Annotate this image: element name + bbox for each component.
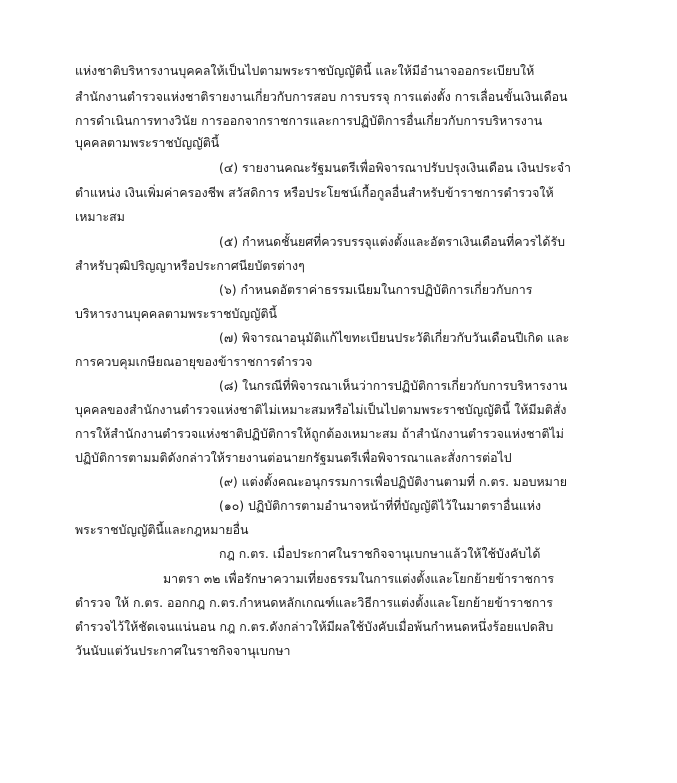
text-line: สำนักงานตำรวจแห่งชาติรายงานเกี่ยวกับการสอบ การบรรจุ การแต่งตั้ง การเลื่อนขั้นเงินเดือน bbox=[75, 89, 568, 104]
text-line: (๕) กำหนดชั้นยศที่ควรบรรจุแต่งตั้งและอัตราเงินเดือนที่ควรได้รับ bbox=[219, 234, 565, 249]
text-line: เหมาะสม bbox=[75, 209, 125, 224]
text-line: บริหารงานบุคคลตามพระราชบัญญัตินี้ bbox=[75, 306, 277, 321]
text-line: ตำแหน่ง เงินเพิ่มค่าครองชีพ สวัสดิการ หรือประโยชน์เกื้อกูลอื่นสำหรับข้าราชการตำรวจให้ bbox=[75, 185, 554, 200]
text-line: บุคคลตามพระราชบัญญัตินี้ bbox=[75, 135, 220, 150]
text-line: (๘) ในกรณีที่พิจารณาเห็นว่าการปฏิบัติการเกี่ยวกับการบริหารงาน bbox=[219, 378, 568, 393]
text-line: ปฏิบัติการตามมติดังกล่าวให้รายงานต่อนายกรัฐมนตรีเพื่อพิจารณาและสั่งการต่อไป bbox=[75, 450, 512, 465]
text-line: แห่งชาติบริหารงานบุคคลให้เป็นไปตามพระราชบัญญัตินี้ และให้มีอำนาจออกระเบียบให้ bbox=[75, 63, 535, 78]
text-line: สำหรับวุฒิปริญญาหรือประกาศนียบัตรต่างๆ bbox=[75, 258, 305, 273]
section-heading-line: มาตรา ๓๒ เพื่อรักษาความเที่ยงธรรมในการแต่งตั้งและโยกย้ายข้าราชการ bbox=[163, 571, 555, 586]
text-line: (๗) พิจารณาอนุมัติแก้ไขทะเบียนประวัติเกี่ยวกับวันเดือนปีเกิด และ bbox=[219, 330, 570, 345]
text-line: กฎ ก.ตร. เมื่อประกาศในราชกิจจานุเบกษาแล้วให้ใช้บังคับได้ bbox=[219, 546, 541, 561]
text-line: วันนับแต่วันประกาศในราชกิจจานุเบกษา bbox=[75, 643, 291, 658]
text-line: การควบคุมเกษียณอายุของข้าราชการตำรวจ bbox=[75, 354, 313, 369]
text-line: (๑๐) ปฏิบัติการตามอำนาจหน้าที่ที่บัญญัติไว้ในมาตราอื่นแห่ง bbox=[219, 498, 542, 513]
text-line: บุคคลของสำนักงานตำรวจแห่งชาติไม่เหมาะสมหรือไม่เป็นไปตามพระราชบัญญัตินี้ ให้มีมติสั่ง bbox=[75, 402, 567, 417]
text-line: การดำเนินการทางวินัย การออกจากราชการและการปฏิบัติการอื่นเกี่ยวกับการบริหารงาน bbox=[75, 113, 543, 128]
text-line: (๔) รายงานคณะรัฐมนตรีเพื่อพิจารณาปรับปรุงเงินเดือน เงินประจำ bbox=[219, 160, 571, 175]
text-line: ตำรวจ ให้ ก.ตร. ออกกฎ ก.ตร.กำหนดหลักเกณฑ์และวิธีการแต่งตั้งและโยกย้ายข้าราชการ bbox=[75, 595, 553, 610]
text-line: (๙) แต่งตั้งคณะอนุกรรมการเพื่อปฏิบัติงานตามที่ ก.ตร. มอบหมาย bbox=[219, 474, 568, 489]
text-line: พระราชบัญญัตินี้และกฎหมายอื่น bbox=[75, 522, 249, 537]
text-line: การให้สำนักงานตำรวจแห่งชาติปฏิบัติการให้ถูกต้องเหมาะสม ถ้าสำนักงานตำรวจแห่งชาติไม่ bbox=[75, 426, 564, 441]
text-line: (๖) กำหนดอัตราค่าธรรมเนียมในการปฏิบัติการเกี่ยวกับการ bbox=[219, 282, 533, 297]
text-line: ตำรวจไว้ให้ชัดเจนแน่นอน กฎ ก.ตร.ดังกล่าวให้มีผลใช้บังคับเมื่อพ้นกำหนดหนึ่งร้อยแปดสิบ bbox=[75, 619, 554, 634]
